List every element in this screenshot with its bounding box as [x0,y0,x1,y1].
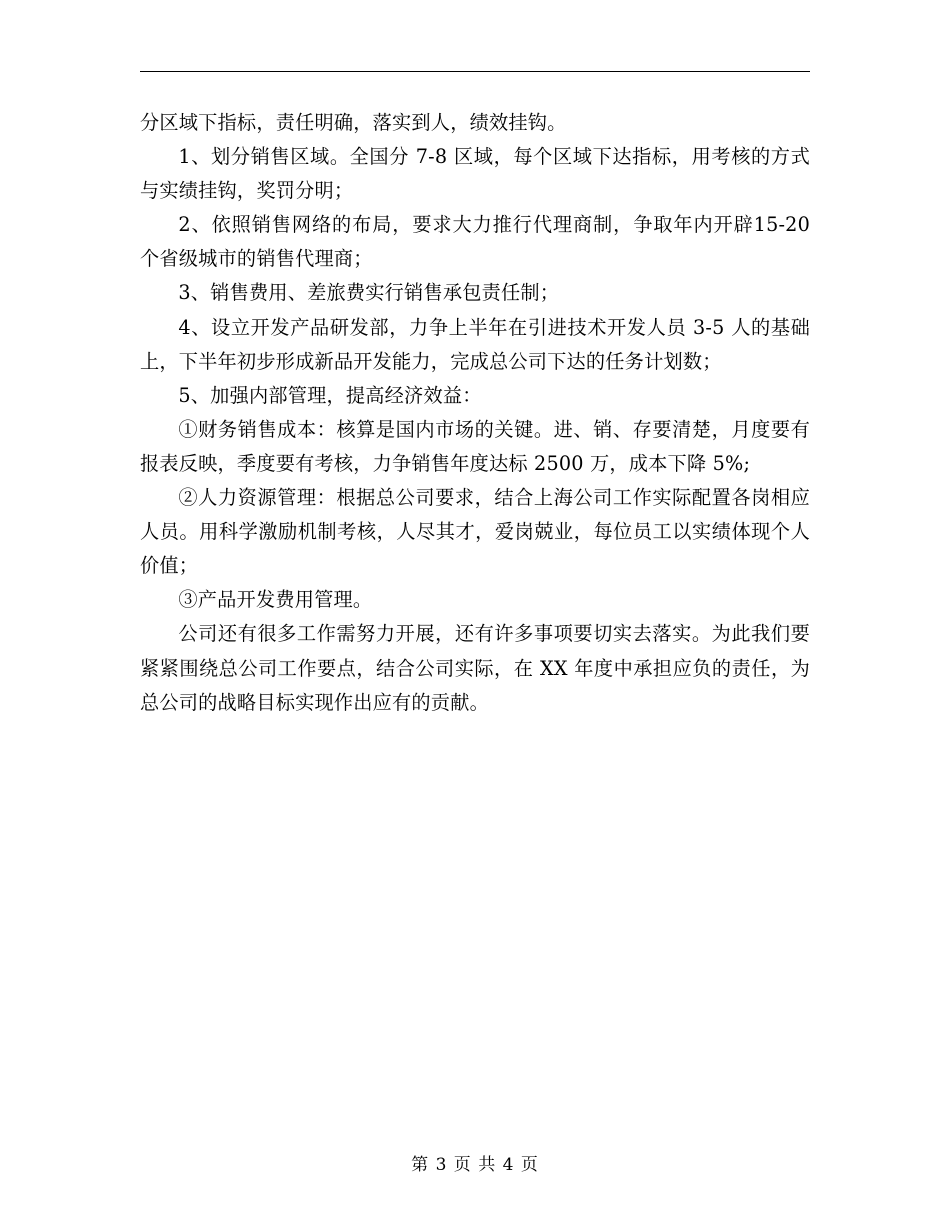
paragraph: ③产品开发费用管理。 [178,588,373,612]
paragraph: 4、设立开发产品研发部，力争上半年在引进技术开发人员 3-5 人的基础上，下半年初步形成新品开发能力，完成总公司下达的任务计划数； [140,315,810,373]
paragraph: 5、加强内部管理，提高经济效益： [178,383,482,407]
page-number: 第 3 页 共 4 页 [411,1155,539,1175]
paragraph: 分区域下指标，责任明确，落实到人，绩效挂钩。 [140,111,567,134]
paragraph: ①财务销售成本：核算是国内市场的关键。进、销、存要清楚，月度要有报表反映，季度要有考核，力争销售年度达标 2500 万，成本下降 5%; [140,417,810,475]
paragraph: 2、依照销售网络的布局，要求大力推行代理商制，争取年内开辟15-20 个省级城市的销售代理商； [140,213,810,271]
paragraph: ②人力资源管理：根据总公司要求，结合上海公司工作实际配置各岗相应人员。用科学激励机制考核，人尽其才，爱岗兢业，每位员工以实绩体现个人价值； [140,486,810,578]
paragraph: 公司还有很多工作需努力开展，还有许多事项要切实去落实。为此我们要紧紧围绕总公司工作要点，结合公司实际，在 XX 年度中承担应负的责任，为总公司的战略目标实现作出应有的贡献。 [140,622,810,714]
paragraph: 3、销售费用、差旅费实行销售承包责任制； [178,281,560,305]
header-rule [140,71,810,72]
paragraph: 1、划分销售区域。全国分 7-8 区域，每个区域下达指标，用考核的方式与实绩挂钩，奖罚分明； [140,145,810,203]
document-body [140,106,810,720]
